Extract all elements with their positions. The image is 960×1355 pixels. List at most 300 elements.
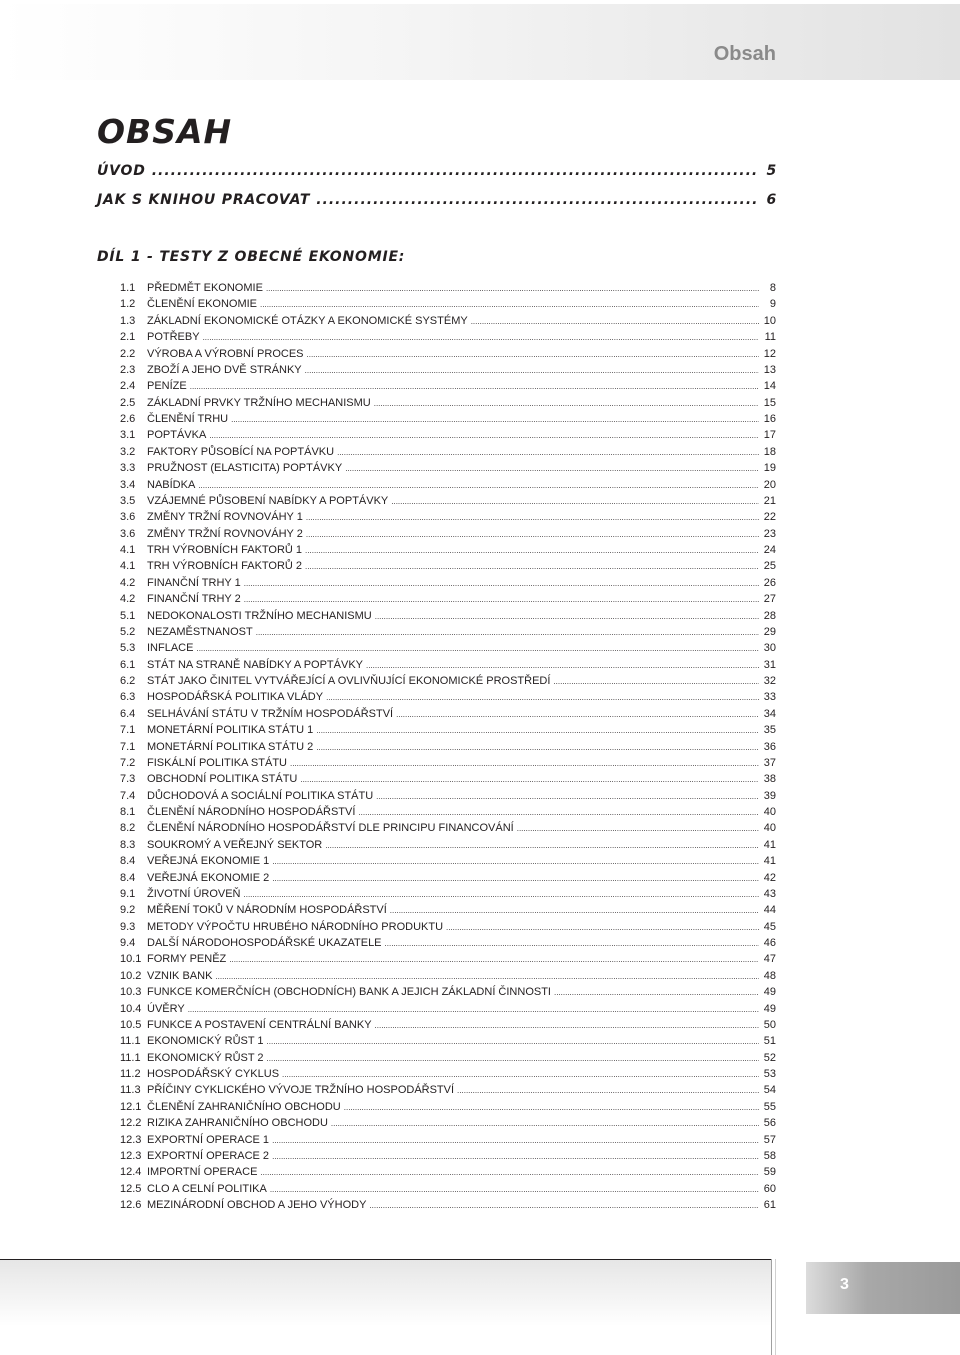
dot-leader bbox=[209, 428, 759, 444]
toc-entry[interactable] bbox=[120, 870, 776, 886]
dot-leader bbox=[376, 789, 759, 805]
toc-entry-page: 23 bbox=[763, 527, 776, 540]
toc-entry-page: 46 bbox=[763, 937, 776, 949]
toc-entry-number: 7.2 bbox=[120, 756, 136, 769]
dot-leader bbox=[326, 690, 759, 706]
dot-leader bbox=[270, 1182, 759, 1198]
toc-entry-title: ŽIVOTNÍ ÚROVEŇ bbox=[147, 887, 241, 900]
toc-entry-page: 17 bbox=[763, 429, 776, 442]
toc-entry-number: 11.2 bbox=[120, 1068, 141, 1080]
toc-entry-title: EXPORTNÍ OPERACE 2 bbox=[147, 1149, 270, 1162]
toc-entry-number: 12.6 bbox=[120, 1199, 142, 1211]
toc-entry-number: 6.2 bbox=[120, 675, 136, 687]
toc-entry-title: DALŠÍ NÁRODOHOSPODÁŘSKÉ UKAZATELE bbox=[147, 937, 382, 949]
toc-entry[interactable] bbox=[120, 935, 776, 951]
toc-entry[interactable] bbox=[120, 1099, 776, 1115]
toc-entry-page: 12 bbox=[763, 347, 776, 360]
toc-entry-number: 12.1 bbox=[120, 1100, 142, 1113]
toc-entry-page: 59 bbox=[763, 1166, 776, 1179]
toc-entry-title: FISKÁLNÍ POLITIKA STÁTU bbox=[147, 756, 287, 769]
toc-entry-number: 9.4 bbox=[120, 937, 136, 949]
toc-entry-title: EKONOMICKÝ RŮST 1 bbox=[147, 1035, 264, 1048]
toc-entry-title: EKONOMICKÝ RŮST 2 bbox=[147, 1051, 264, 1064]
toc-entry-number: 10.1 bbox=[120, 953, 142, 966]
toc-entry[interactable] bbox=[120, 575, 776, 591]
dot-leader bbox=[272, 1133, 759, 1149]
toc-entry[interactable] bbox=[120, 1033, 776, 1049]
toc-entry-title: FORMY PENĚZ bbox=[147, 953, 227, 966]
toc-entry-page: 14 bbox=[763, 380, 776, 393]
toc-entry-number: 11.1 bbox=[120, 1035, 141, 1048]
toc-entry-title: POTŘEBY bbox=[147, 331, 200, 344]
toc-entry-title: IMPORTNÍ OPERACE bbox=[147, 1166, 258, 1179]
toc-entry[interactable] bbox=[120, 902, 776, 918]
toc-entry-title: EXPORTNÍ OPERACE 1 bbox=[147, 1133, 270, 1146]
toc-main-entry-title: ÚVOD bbox=[97, 163, 146, 179]
dot-leader bbox=[198, 478, 759, 494]
toc-entry-page: 39 bbox=[763, 789, 776, 802]
dot-leader bbox=[305, 543, 759, 559]
toc-entry-number: 2.4 bbox=[120, 380, 136, 393]
toc-entry-title: NEZAMĚSTNANOST bbox=[147, 625, 253, 638]
page-number: 3 bbox=[840, 1276, 849, 1293]
toc-entry[interactable] bbox=[120, 608, 776, 624]
toc-entry-number: 8.3 bbox=[120, 838, 136, 851]
toc-entry-title: PŘÍČINY CYKLICKÉHO VÝVOJE TRŽNÍHO HOSPODÁŘSTVÍ bbox=[147, 1084, 455, 1097]
toc-entry-page: 25 bbox=[763, 560, 776, 573]
toc-entry[interactable] bbox=[120, 313, 776, 329]
toc-entry-title: ZMĚNY TRŽNÍ ROVNOVÁHY 2 bbox=[147, 527, 303, 540]
toc-entry-number: 2.3 bbox=[120, 363, 136, 376]
toc-entry-title: VZNIK BANK bbox=[147, 969, 213, 982]
dot-leader bbox=[517, 821, 759, 837]
toc-entry-page: 51 bbox=[763, 1035, 776, 1048]
dot-leader bbox=[256, 625, 759, 641]
toc-entry-page: 35 bbox=[763, 724, 776, 737]
toc-entry-number: 8.1 bbox=[120, 806, 136, 818]
toc-entry-title: ČLENĚNÍ ZAHRANIČNÍHO OBCHODU bbox=[147, 1100, 341, 1113]
toc-entry[interactable] bbox=[120, 460, 776, 476]
dot-leader bbox=[358, 805, 759, 821]
dot-leader bbox=[446, 920, 759, 936]
dot-leader bbox=[396, 707, 759, 723]
dot-leader bbox=[188, 1002, 759, 1018]
dot-leader bbox=[203, 330, 759, 346]
toc-entry-number: 2.2 bbox=[120, 347, 136, 360]
toc-entry-number: 7.4 bbox=[120, 789, 136, 802]
toc-entry-page: 10 bbox=[763, 314, 776, 327]
dot-leader bbox=[229, 952, 759, 968]
toc-entry-page: 52 bbox=[763, 1051, 776, 1064]
toc-entry-number: 6.3 bbox=[120, 691, 136, 704]
toc-main-entry[interactable] bbox=[97, 163, 777, 185]
toc-entry[interactable] bbox=[120, 542, 776, 558]
toc-entry-page: 22 bbox=[763, 511, 776, 524]
toc-entry-page: 8 bbox=[769, 282, 776, 294]
toc-entry-page: 36 bbox=[763, 740, 776, 753]
dot-leader bbox=[307, 347, 760, 363]
footer-band bbox=[0, 1260, 772, 1355]
toc-entry-title: PRUŽNOST (ELASTICITA) POPTÁVKY bbox=[147, 462, 343, 475]
toc-entry-page: 26 bbox=[763, 576, 776, 589]
toc-entry[interactable] bbox=[120, 1115, 776, 1131]
dot-leader bbox=[345, 461, 759, 477]
toc-entry-title: STÁT JAKO ČINITEL VYTVÁŘEJÍCÍ A OVLIVŇUJÍCÍ EKONOMICKÉ PROSTŘEDÍ bbox=[147, 675, 551, 687]
toc-entry-title: RIZIKA ZAHRANIČNÍHO OBCHODU bbox=[147, 1117, 328, 1130]
toc-entry-number: 9.1 bbox=[120, 887, 136, 900]
dot-leader bbox=[305, 363, 759, 379]
toc-entry[interactable] bbox=[120, 689, 776, 705]
toc-entry[interactable] bbox=[120, 477, 776, 493]
dot-leader bbox=[374, 396, 759, 412]
dot-leader bbox=[267, 1034, 759, 1050]
toc-main-entry-title: JAK S KNIHOU PRACOVAT bbox=[97, 192, 311, 208]
toc-entry[interactable] bbox=[120, 1082, 776, 1098]
toc-entry[interactable] bbox=[120, 673, 776, 689]
toc-entry-number: 4.1 bbox=[120, 560, 136, 573]
dot-leader bbox=[316, 192, 759, 208]
dot-leader bbox=[272, 854, 759, 870]
toc-entry-title: OBCHODNÍ POLITIKA STÁTU bbox=[147, 773, 298, 786]
part-heading: DÍL 1 - TESTY Z OBECNÉ EKONOMIE: bbox=[97, 249, 406, 265]
dot-leader bbox=[554, 985, 759, 1001]
toc-entry-title: PŘEDMĚT EKONOMIE bbox=[147, 282, 263, 294]
toc-main-entry[interactable] bbox=[97, 192, 777, 214]
toc-entry-title: ZÁKLADNÍ EKONOMICKÉ OTÁZKY A EKONOMICKÉ SYSTÉMY bbox=[147, 314, 468, 327]
toc-entry-page: 53 bbox=[763, 1068, 776, 1080]
toc-entry-number: 2.5 bbox=[120, 396, 136, 409]
toc-entry[interactable] bbox=[120, 706, 776, 722]
toc-entry-title: ČLENĚNÍ NÁRODNÍHO HOSPODÁŘSTVÍ bbox=[147, 806, 356, 818]
toc-entry[interactable] bbox=[120, 1001, 776, 1017]
toc-entry-page: 19 bbox=[763, 462, 776, 475]
toc-entry-page: 58 bbox=[763, 1149, 776, 1162]
dot-leader bbox=[272, 871, 759, 887]
toc-entry-number: 4.2 bbox=[120, 593, 136, 606]
dot-leader bbox=[244, 887, 759, 903]
toc-entry-page: 20 bbox=[763, 478, 776, 491]
toc-entry[interactable] bbox=[120, 886, 776, 902]
dot-leader bbox=[231, 412, 759, 428]
toc-entry-title: ZÁKLADNÍ PRVKY TRŽNÍHO MECHANISMU bbox=[147, 396, 371, 409]
dot-leader bbox=[390, 903, 759, 919]
toc-entry-title: POPTÁVKA bbox=[147, 429, 207, 442]
dot-leader bbox=[306, 510, 759, 526]
toc-entry[interactable] bbox=[120, 378, 776, 394]
toc-entry[interactable] bbox=[120, 1132, 776, 1148]
toc-entry-title: MONETÁRNÍ POLITIKA STÁTU 2 bbox=[147, 740, 314, 753]
dot-leader bbox=[260, 1165, 759, 1181]
toc-entry-number: 12.3 bbox=[120, 1133, 142, 1146]
toc-entry-page: 40 bbox=[763, 822, 776, 835]
dot-leader bbox=[267, 1051, 759, 1067]
toc-entry-title: MEZINÁRODNÍ OBCHOD A JEHO VÝHODY bbox=[147, 1199, 367, 1211]
toc-entry-title: SELHÁVÁNÍ STÁTU V TRŽNÍM HOSPODÁŘSTVÍ bbox=[147, 707, 394, 720]
toc-entry-number: 9.3 bbox=[120, 920, 136, 933]
toc-entry-page: 54 bbox=[763, 1084, 776, 1097]
toc-entry-title: INFLACE bbox=[147, 642, 194, 655]
toc-entry[interactable] bbox=[120, 771, 776, 787]
toc-entry-page: 44 bbox=[763, 904, 776, 917]
toc-entry[interactable] bbox=[120, 853, 776, 869]
toc-entry[interactable] bbox=[120, 427, 776, 443]
toc-entry-number: 10.4 bbox=[120, 1002, 142, 1015]
toc-entry-number: 8.4 bbox=[120, 855, 136, 868]
toc-entry-page: 16 bbox=[763, 413, 776, 425]
toc-entry[interactable] bbox=[120, 1164, 776, 1180]
dot-leader bbox=[244, 576, 759, 592]
toc-entry-page: 11 bbox=[764, 331, 776, 344]
toc-entry-page: 41 bbox=[763, 855, 776, 868]
dot-leader bbox=[305, 559, 759, 575]
dot-leader bbox=[300, 772, 759, 788]
dot-leader bbox=[375, 1018, 759, 1034]
toc-entry-number: 5.2 bbox=[120, 625, 136, 638]
toc-entry-number: 5.1 bbox=[120, 609, 136, 622]
toc-entry[interactable] bbox=[120, 624, 776, 640]
toc-entry-title: ČLENĚNÍ EKONOMIE bbox=[147, 298, 258, 311]
toc-entry[interactable] bbox=[120, 1050, 776, 1066]
toc-entry-number: 5.3 bbox=[120, 642, 136, 655]
toc-entry-page: 28 bbox=[763, 609, 776, 622]
dot-leader bbox=[290, 756, 759, 772]
toc-entry-number: 3.6 bbox=[120, 511, 136, 524]
toc-entry-number: 9.2 bbox=[120, 904, 136, 917]
toc-entry[interactable] bbox=[120, 820, 776, 836]
toc-entry[interactable] bbox=[120, 1017, 776, 1033]
toc-entry-page: 48 bbox=[763, 969, 776, 982]
toc-entry[interactable] bbox=[120, 788, 776, 804]
dot-leader bbox=[152, 163, 759, 179]
toc-entry-page: 13 bbox=[763, 363, 776, 376]
toc-entry-number: 11.3 bbox=[120, 1084, 141, 1097]
toc-entry-number: 11.1 bbox=[120, 1051, 141, 1064]
toc-entry-page: 24 bbox=[763, 544, 776, 556]
dot-leader bbox=[553, 674, 759, 690]
toc-entry-number: 3.3 bbox=[120, 462, 136, 475]
toc-entry-title: DŮCHODOVÁ A SOCIÁLNÍ POLITIKA STÁTU bbox=[147, 789, 374, 802]
toc-entry-title: STÁT NA STRANĚ NABÍDKY A POPTÁVKY bbox=[147, 658, 363, 671]
toc-entry-page: 15 bbox=[763, 396, 776, 409]
toc-list bbox=[120, 280, 776, 1213]
toc-entry-page: 61 bbox=[763, 1199, 776, 1211]
toc-entry[interactable] bbox=[120, 837, 776, 853]
toc-entry[interactable] bbox=[120, 804, 776, 820]
toc-entry[interactable] bbox=[120, 526, 776, 542]
toc-entry-title: SOUKROMÝ A VEŘEJNÝ SEKTOR bbox=[147, 838, 323, 851]
toc-entry-page: 18 bbox=[763, 445, 776, 458]
toc-entry-number: 7.1 bbox=[120, 740, 136, 753]
toc-entry-number: 3.5 bbox=[120, 494, 136, 507]
toc-entry-number: 4.1 bbox=[120, 544, 136, 556]
toc-entry-number: 1.3 bbox=[120, 314, 136, 327]
dot-leader bbox=[190, 379, 759, 395]
toc-entry-page: 27 bbox=[763, 593, 776, 606]
dot-leader bbox=[331, 1116, 759, 1132]
toc-entry-page: 29 bbox=[763, 625, 776, 638]
toc-entry-page: 38 bbox=[763, 773, 776, 786]
toc-entry[interactable] bbox=[120, 951, 776, 967]
dot-leader bbox=[391, 494, 759, 510]
toc-entry-number: 8.2 bbox=[120, 822, 136, 835]
toc-entry[interactable] bbox=[120, 1148, 776, 1164]
toc-entry-number: 1.2 bbox=[120, 298, 136, 311]
toc-entry-page: 49 bbox=[763, 1002, 776, 1015]
toc-entry-title: ÚVĚRY bbox=[147, 1002, 185, 1015]
toc-entry[interactable] bbox=[120, 640, 776, 656]
toc-entry-title: CLO A CELNÍ POLITIKA bbox=[147, 1182, 267, 1195]
toc-entry-number: 12.2 bbox=[120, 1117, 142, 1130]
dot-leader bbox=[215, 969, 759, 985]
toc-entry-title: TRH VÝROBNÍCH FAKTORŮ 2 bbox=[147, 560, 303, 573]
header-band bbox=[0, 4, 960, 80]
toc-entry[interactable] bbox=[120, 558, 776, 574]
toc-entry-page: 42 bbox=[763, 871, 776, 884]
toc-entry-page: 60 bbox=[763, 1182, 776, 1195]
dot-leader bbox=[306, 527, 759, 543]
dot-leader bbox=[344, 1100, 759, 1116]
toc-entry-title: VEŘEJNÁ EKONOMIE 2 bbox=[147, 871, 270, 884]
toc-entry-title: FUNKCE A POSTAVENÍ CENTRÁLNÍ BANKY bbox=[147, 1018, 372, 1031]
toc-entry-number: 7.3 bbox=[120, 773, 136, 786]
running-header-text: Obsah bbox=[713, 43, 776, 65]
toc-entry-title: MĚŘENÍ TOKŮ V NÁRODNÍM HOSPODÁŘSTVÍ bbox=[147, 904, 387, 917]
dot-leader bbox=[375, 609, 759, 625]
toc-entry-title: ZBOŽÍ A JEHO DVĚ STRÁNKY bbox=[147, 363, 302, 376]
toc-entry-number: 2.1 bbox=[120, 331, 136, 344]
toc-entry-page: 34 bbox=[763, 707, 776, 720]
footer-divider bbox=[775, 1259, 776, 1355]
toc-entry-page: 41 bbox=[763, 838, 776, 851]
toc-entry[interactable] bbox=[120, 346, 776, 362]
dot-leader bbox=[260, 297, 759, 313]
toc-entry[interactable] bbox=[120, 739, 776, 755]
footer-divider bbox=[771, 1259, 772, 1355]
toc-entry[interactable] bbox=[120, 493, 776, 509]
toc-entry-title: NEDOKONALOSTI TRŽNÍHO MECHANISMU bbox=[147, 609, 372, 622]
toc-entry-title: ČLENĚNÍ NÁRODNÍHO HOSPODÁŘSTVÍ DLE PRINCIPU FINANCOVÁNÍ bbox=[147, 822, 514, 835]
toc-entry-number: 12.5 bbox=[120, 1182, 142, 1195]
toc-entry-number: 3.6 bbox=[120, 527, 136, 540]
toc-entry-page: 47 bbox=[763, 953, 776, 966]
toc-entry-title: MONETÁRNÍ POLITIKA STÁTU 1 bbox=[147, 724, 314, 737]
toc-entry-title: NABÍDKA bbox=[147, 478, 196, 491]
toc-entry-number: 10.3 bbox=[120, 986, 142, 999]
toc-entry[interactable] bbox=[120, 1197, 776, 1213]
toc-entry[interactable] bbox=[120, 444, 776, 460]
dot-leader bbox=[266, 281, 759, 297]
dot-leader bbox=[272, 1149, 759, 1165]
toc-entry-number: 12.3 bbox=[120, 1149, 142, 1162]
toc-entry-page: 40 bbox=[763, 806, 776, 818]
toc-entry-number: 1.1 bbox=[120, 282, 136, 294]
toc-entry-number: 3.1 bbox=[120, 429, 136, 442]
toc-main-entry-page: 5 bbox=[766, 163, 777, 179]
toc-entry[interactable] bbox=[120, 755, 776, 771]
toc-entry[interactable] bbox=[120, 722, 776, 738]
toc-entry-page: 21 bbox=[763, 494, 776, 507]
toc-entry[interactable] bbox=[120, 591, 776, 607]
toc-entry-page: 45 bbox=[763, 920, 776, 933]
toc-entry-title: FINANČNÍ TRHY 2 bbox=[147, 593, 241, 606]
toc-entry-title: TRH VÝROBNÍCH FAKTORŮ 1 bbox=[147, 544, 303, 556]
toc-entry-page: 43 bbox=[763, 887, 776, 900]
toc-entry[interactable] bbox=[120, 362, 776, 378]
toc-entry-title: FAKTORY PŮSOBÍCÍ NA POPTÁVKU bbox=[147, 445, 335, 458]
toc-entry[interactable] bbox=[120, 1066, 776, 1082]
toc-entry-page: 31 bbox=[763, 658, 776, 671]
toc-entry-number: 12.4 bbox=[120, 1166, 142, 1179]
toc-entry-title: ČLENĚNÍ TRHU bbox=[147, 413, 229, 425]
dot-leader bbox=[244, 592, 759, 608]
toc-entry[interactable] bbox=[120, 509, 776, 525]
toc-entry-title: FINANČNÍ TRHY 1 bbox=[147, 576, 241, 589]
toc-entry-number: 6.4 bbox=[120, 707, 136, 720]
toc-entry-title: VEŘEJNÁ EKONOMIE 1 bbox=[147, 855, 270, 868]
toc-entry[interactable] bbox=[120, 919, 776, 935]
toc-entry-page: 50 bbox=[763, 1018, 776, 1031]
toc-entry[interactable] bbox=[120, 395, 776, 411]
toc-entry[interactable] bbox=[120, 984, 776, 1000]
toc-entry[interactable] bbox=[120, 411, 776, 427]
footer-rule bbox=[0, 1259, 772, 1260]
toc-entry-number: 10.2 bbox=[120, 969, 142, 982]
toc-entry[interactable] bbox=[120, 1181, 776, 1197]
toc-entry-page: 33 bbox=[763, 691, 776, 704]
toc-entry-title: PENÍZE bbox=[147, 380, 187, 393]
toc-entry[interactable] bbox=[120, 280, 776, 296]
toc-entry-title: FUNKCE KOMERČNÍCH (OBCHODNÍCH) BANK A JEJICH ZÁKLADNÍ ČINNOSTI bbox=[147, 986, 551, 999]
toc-entry-page: 9 bbox=[769, 298, 776, 311]
toc-entry-number: 3.2 bbox=[120, 445, 136, 458]
toc-entry-title: METODY VÝPOČTU HRUBÉHO NÁRODNÍHO PRODUKTU bbox=[147, 920, 444, 933]
toc-entry-page: 49 bbox=[763, 986, 776, 999]
dot-leader bbox=[385, 936, 759, 952]
toc-entry-title: HOSPODÁŘSKÝ CYKLUS bbox=[147, 1068, 280, 1080]
toc-entry-page: 32 bbox=[763, 675, 776, 687]
toc-entry[interactable] bbox=[120, 296, 776, 312]
dot-leader bbox=[325, 838, 759, 854]
toc-entry-title: HOSPODÁŘSKÁ POLITIKA VLÁDY bbox=[147, 691, 324, 704]
toc-entry-page: 37 bbox=[763, 756, 776, 769]
toc-main-entry-page: 6 bbox=[766, 192, 777, 208]
toc-entry-number: 3.4 bbox=[120, 478, 136, 491]
dot-leader bbox=[369, 1198, 759, 1214]
dot-leader bbox=[282, 1067, 759, 1083]
toc-entry-number: 8.4 bbox=[120, 871, 136, 884]
dot-leader bbox=[366, 658, 759, 674]
dot-leader bbox=[316, 723, 759, 739]
toc-entry-number: 7.1 bbox=[120, 724, 136, 737]
toc-entry-page: 30 bbox=[763, 642, 776, 655]
toc-entry[interactable] bbox=[120, 657, 776, 673]
toc-entry-title: VZÁJEMNÉ PŮSOBENÍ NABÍDKY A POPTÁVKY bbox=[147, 494, 389, 507]
dot-leader bbox=[471, 314, 759, 330]
toc-entry-title: VÝROBA A VÝROBNÍ PROCES bbox=[147, 347, 304, 360]
dot-leader bbox=[316, 740, 759, 756]
toc-entry-title: ZMĚNY TRŽNÍ ROVNOVÁHY 1 bbox=[147, 511, 303, 524]
toc-entry-page: 56 bbox=[763, 1117, 776, 1130]
toc-entry[interactable] bbox=[120, 968, 776, 984]
toc-entry-number: 6.1 bbox=[120, 658, 136, 671]
toc-entry-page: 57 bbox=[763, 1133, 776, 1146]
toc-entry[interactable] bbox=[120, 329, 776, 345]
toc-entry-number: 4.2 bbox=[120, 576, 136, 589]
toc-entry-page: 55 bbox=[763, 1100, 776, 1113]
toc-entry-number: 10.5 bbox=[120, 1018, 142, 1031]
dot-leader bbox=[337, 445, 759, 461]
page-title: OBSAH bbox=[97, 112, 233, 151]
